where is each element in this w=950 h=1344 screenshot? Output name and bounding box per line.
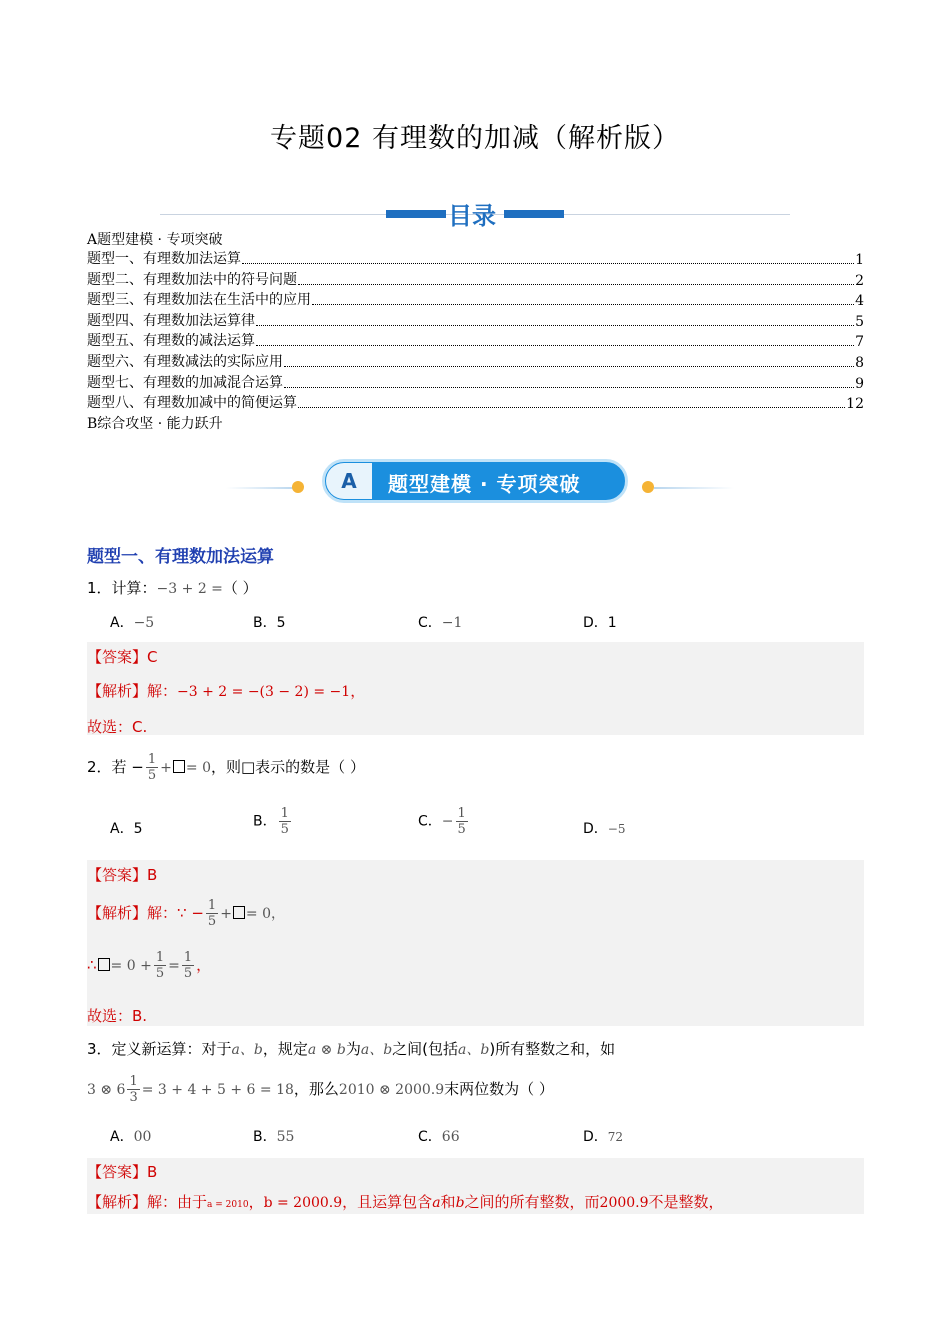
section-heading: 题型一、有理数加法运算	[87, 547, 274, 567]
toc-item[interactable]	[87, 372, 864, 392]
toc-item-label: 题型二、有理数加法中的符号问题	[87, 271, 297, 288]
q2-analysis: 【解析】解：∵ − $\frac{1}{5}$ + = 0，	[87, 898, 286, 929]
q1-expr: −3 + 2 =	[156, 581, 223, 597]
toc-part-b: B综合攻坚 · 能力跃升	[87, 416, 223, 432]
q1-option-a: A．−5	[110, 615, 155, 631]
q2-option-b: B． $\frac{1}{5}$	[253, 806, 289, 837]
q2-therefore: ∴ = 0 + $\frac{1}{5}$ = $\frac{1}{5}$ ，	[87, 950, 212, 981]
toc-item-page: 8	[855, 355, 864, 371]
q1-analysis: 【解析】解：−3 + 2 = −(3 − 2) = −1，	[87, 682, 366, 700]
q3-option-b: B．55	[253, 1129, 295, 1145]
toc-part-a: A题型建模 · 专项突破	[87, 232, 223, 248]
blank-box-icon	[233, 906, 245, 919]
q1-choose: 故选：C.	[87, 718, 148, 736]
q1-paren: （ ）	[222, 579, 258, 597]
toc-item[interactable]	[87, 351, 864, 371]
page-title: 专题02 有理数的加减（解析版）	[270, 123, 680, 154]
toc-bar-right	[504, 210, 564, 218]
toc-item[interactable]	[87, 330, 864, 350]
toc-item[interactable]	[87, 289, 864, 309]
toc-item-page: 5	[855, 313, 864, 330]
q3-analysis: 【解析】解：由于a = 2010，b = 2000.9，且运算包含a和b之间的所有整数，而2000.9不是整数，	[87, 1193, 724, 1211]
toc-item[interactable]	[87, 248, 864, 268]
toc-item-label: 题型八、有理数加减中的简便运算	[87, 395, 297, 412]
banner-dot-right	[642, 481, 654, 493]
toc-item-label: 题型一、有理数加法运算	[87, 251, 241, 267]
banner-letter: A	[326, 463, 372, 499]
toc-item-page: 2	[855, 272, 864, 289]
toc-item-label: 题型四、有理数加法运算律	[87, 312, 255, 329]
toc-item-page: 4	[855, 293, 864, 310]
toc-item-page: 1	[855, 252, 864, 268]
toc-item-label: 题型六、有理数减法的实际应用	[87, 354, 283, 370]
toc-leader-dots	[312, 304, 854, 305]
q2-option-d: D．−5	[583, 821, 626, 837]
banner-text: 题型建模 · 专项突破	[388, 472, 581, 496]
toc-leader-dots	[284, 387, 854, 388]
banner-dot-left	[292, 481, 304, 493]
banner-line-left	[226, 487, 296, 489]
q1-stem: 1．计算：	[87, 579, 157, 597]
toc-item[interactable]	[87, 269, 864, 289]
question-2: 2．若 − $\frac{1}{5}$ + = 0，则□表示的数是（ ）	[87, 752, 365, 783]
q3-answer: 【答案】B	[87, 1163, 158, 1181]
q2-option-c: C．− $\frac{1}{5}$	[418, 806, 466, 837]
toc-leader-dots	[298, 407, 845, 408]
toc-bar-left	[386, 210, 446, 218]
toc-item-page: 12	[846, 396, 864, 413]
question-1	[87, 577, 258, 598]
q3-option-c: C．66	[418, 1129, 460, 1145]
q1-option-c: C．−1	[418, 615, 463, 631]
banner-line-right	[654, 487, 734, 489]
toc-item[interactable]	[87, 392, 864, 412]
q3-option-a: A．00	[110, 1129, 152, 1145]
q1-answer: 【答案】C	[87, 648, 158, 666]
blank-box-icon	[173, 760, 185, 773]
toc-leader-dots	[256, 325, 854, 326]
toc-item-page: 7	[855, 334, 864, 351]
toc-item[interactable]	[87, 310, 864, 330]
q1-analysis-expr: −3 + 2 = −(3 − 2) = −1	[177, 684, 351, 700]
q3-option-d: D．72	[583, 1129, 624, 1145]
q2-option-a: A．5	[110, 821, 143, 837]
q1-option-d: D．1	[583, 615, 617, 631]
toc-leader-dots	[284, 366, 854, 367]
q2-choose: 故选：B.	[87, 1007, 148, 1025]
blank-box-icon	[98, 958, 110, 971]
toc-heading: 目录	[448, 202, 496, 230]
q2-answer-box	[87, 860, 864, 1026]
question-3-line-2: 3 ⊗ 6 $\frac{1}{3}$ = 3 + 4 + 5 + 6 = 18，那么2010 ⊗ 2000.9末两位数为（ ）	[87, 1074, 554, 1105]
toc-leader-dots	[256, 345, 854, 346]
toc-leader-dots	[242, 263, 854, 264]
q1-option-b: B．5	[253, 615, 286, 631]
question-3: 3．定义新运算：对于a、b，规定a ⊗ b为a、b之间(包括a、b)所有整数之和，如	[87, 1040, 616, 1058]
toc-item-label: 题型三、有理数加法在生活中的应用	[87, 292, 311, 309]
q2-answer: 【答案】B	[87, 866, 158, 884]
toc-leader-dots	[298, 284, 854, 285]
toc-item-label: 题型七、有理数的加减混合运算	[87, 374, 283, 391]
toc-item-page: 9	[855, 375, 864, 392]
toc-item-label: 题型五、有理数的减法运算	[87, 333, 255, 350]
